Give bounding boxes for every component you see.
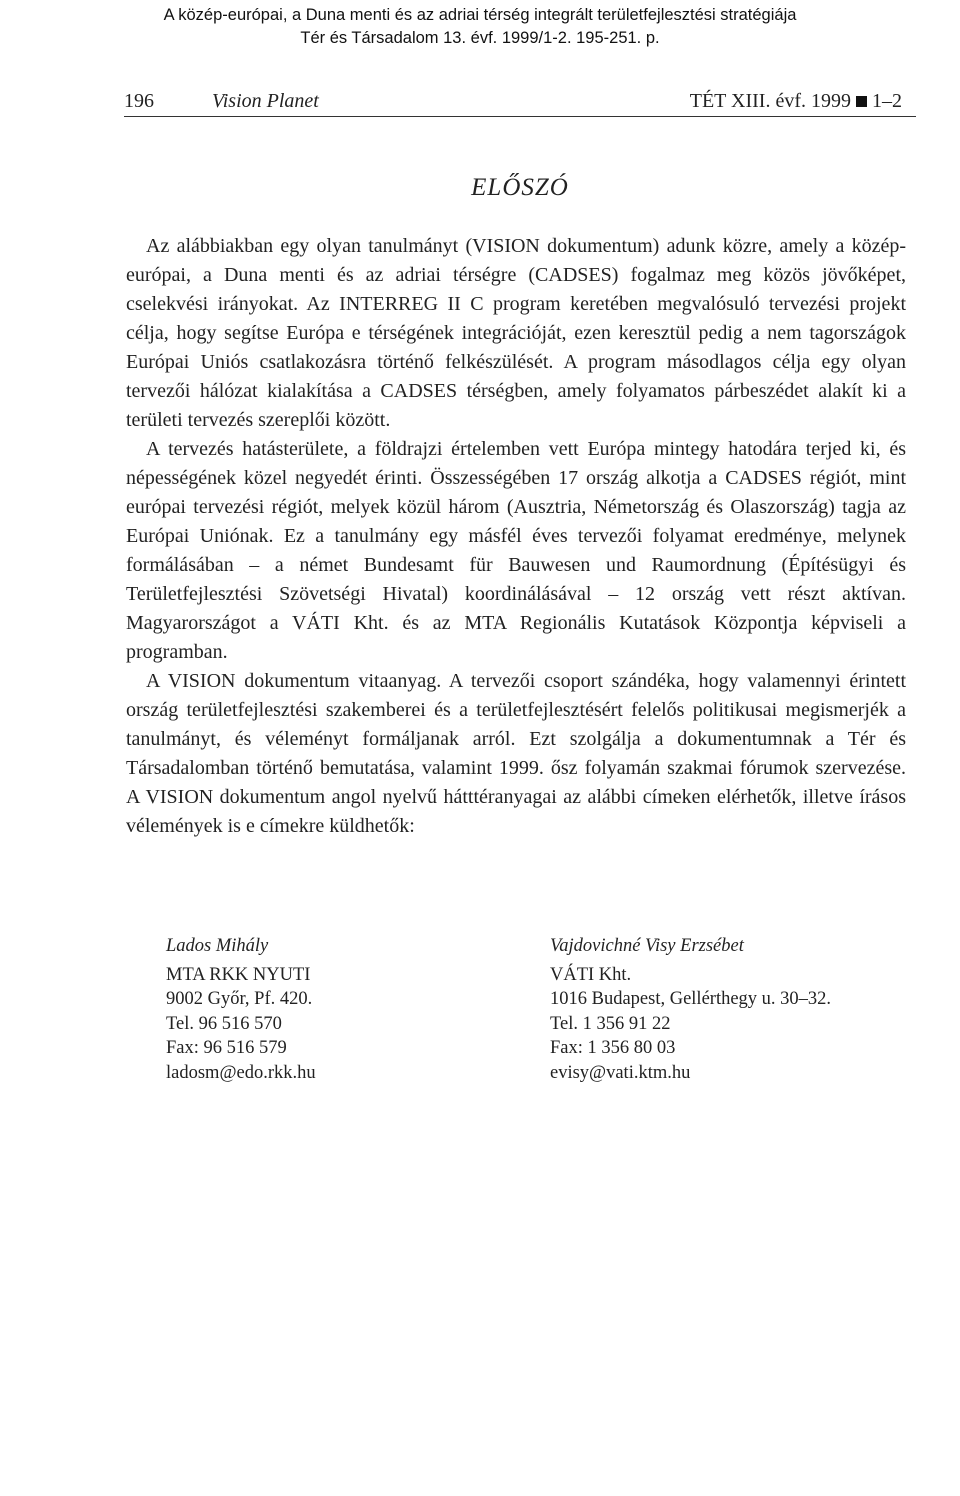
contact-tel: Tel. 1 356 91 22 <box>550 1013 671 1034</box>
issue-number: 1–2 <box>872 90 902 112</box>
section-title: ELŐSZÓ <box>471 174 569 201</box>
paragraph-1: Az alábbiakban egy olyan tanulmányt (VISION dokumentum) adunk közre, amely a közép-európai, a Duna menti és az adriai térségre (CADSES) fogalmaz meg közös jövőképet, cselekvési irányokat. Az INTERREG II C program keretében megvalósuló tervezési projekt célja, hogy segítse Európa e térségének integrációját, ezen keresztül pedig a nem tagországok Európai Uniós csatlakozásra történő felkészülését. A program másodlagos célja egy olyan tervezői hálózat kialakítása a CADSES térségben, amely folyamatos párbeszédet alakít ki a területi tervezés szereplői között. <box>126 235 906 431</box>
issue-volume: TÉT XIII. évf. 1999 <box>689 90 851 112</box>
contact-name: Vajdovichné Visy Erzsébet <box>550 936 744 956</box>
body-text <box>126 232 906 841</box>
contact-block-lados <box>166 934 316 1085</box>
contact-fax: Fax: 96 516 579 <box>166 1038 287 1058</box>
running-head <box>124 86 916 117</box>
contact-block-vajdovichne <box>550 934 831 1085</box>
journal-name: Vision Planet <box>212 90 319 112</box>
square-bullet-icon <box>856 96 867 107</box>
contact-tel: Tel. 96 516 570 <box>166 1013 282 1034</box>
citation-line-2: Tér és Társadalom 13. évf. 1999/1-2. 195-251. p. <box>300 29 660 47</box>
citation-line-1: A közép-európai, a Duna menti és az adriai térség integrált területfejlesztési stratégiája <box>163 6 797 24</box>
paragraph-2: A tervezés hatásterülete, a földrajzi értelemben vett Európa mintegy hatodára terjed ki, és népességének közel negyedét érinti. Összességében 17 ország alkotja a CADSES régiót, mint európai tervezési régiót, melyek közül három (Ausztria, Németország és Olaszország) tagja az Európai Uniónak. Ez a tanulmány egy másfél éves tervezői folyamat eredménye, melynek formálásában – a német Bundesamt für Bauwesen und Raumordnung (Építésügyi és Területfejlesztési Szövetségi Hivatal) koordinálásával – 12 ország vett részt aktívan. Magyarországot a VÁTI Kht. és az MTA Regionális Kutatások Központja képviseli a programban. <box>126 438 906 663</box>
contact-org: VÁTI Kht. <box>550 964 632 985</box>
contact-org: MTA RKK NYUTI <box>166 964 311 985</box>
contact-email: ladosm@edo.rkk.hu <box>166 1062 316 1083</box>
issue-info <box>690 86 902 116</box>
contact-address: 9002 Győr, Pf. 420. <box>166 989 313 1009</box>
contact-fax: Fax: 1 356 80 03 <box>550 1038 676 1058</box>
page-number: 196 <box>124 90 154 112</box>
contact-address: 1016 Budapest, Gellérthegy u. 30–32. <box>550 989 832 1009</box>
citation-header <box>0 4 960 50</box>
contact-name: Lados Mihály <box>166 936 269 956</box>
paragraph-3: A VISION dokumentum vitaanyag. A tervezői csoport szándéka, hogy valamennyi érintett ország területfejlesztési szakemberei és a területfejlesztésért felelős politikusai megismerjék a tanulmányt, és véleményt formáljanak arról. Ezt szolgálja a dokumentumnak a Tér és Társadalomban történő bemutatása, valamint 1999. ősz folyamán szakmai fórumok szervezése. A VISION dokumentum angol nyelvű hátttéranyagai az alábbi címeken elérhetők, illetve írásos vélemények is e címekre küldhetők: <box>126 670 906 837</box>
contact-email: evisy@vati.ktm.hu <box>550 1062 691 1083</box>
